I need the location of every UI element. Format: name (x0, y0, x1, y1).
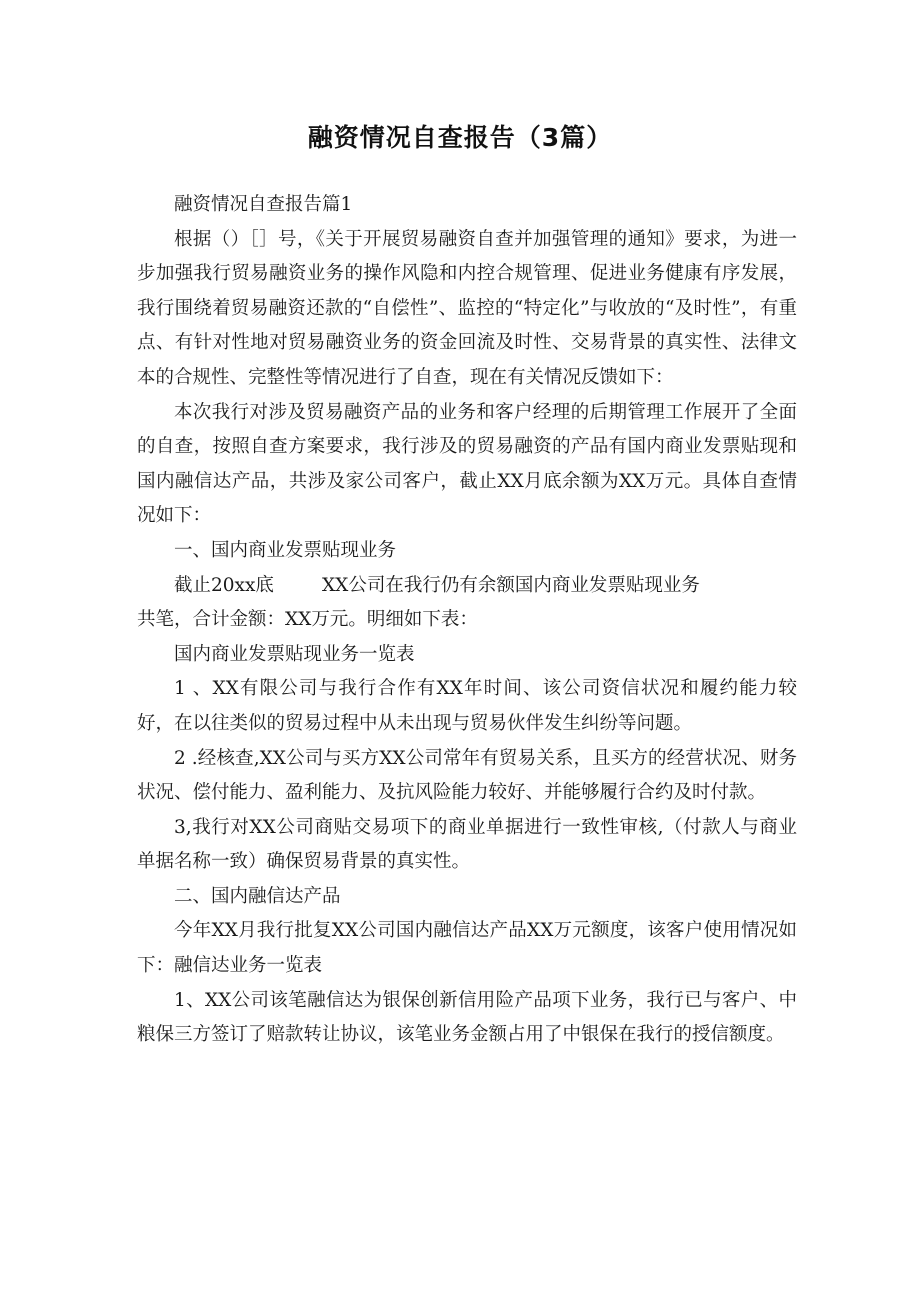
invoice-item-2: 2 .经核查,XX公司与买方XX公司常年有贸易关系，且买方的经营状况、财务状况、偿付能力、盈利能力、及抗风险能力较好、并能够履行合约及时付款。 (137, 747, 797, 804)
heading-invoice-discount: 一、国内商业发票贴现业务 (174, 539, 397, 561)
invoice-table-title: 国内商业发票贴现业务一览表 (174, 643, 415, 665)
document-title: 融资情况自查报告（3篇） (307, 123, 613, 152)
approval-paragraph: 今年XX月我行批复XX公司国内融信达产品XX万元额度，该客户使用情况如下：融信达业务一览表 (137, 920, 797, 977)
rongxinda-item-1: 1、XX公司该笔融信达为银保创新信用险产品项下业务，我行已与客户、中粮保三方签订了赔款转让协议，该笔业务金额占用了中银保在我行的授信额度。 (137, 989, 797, 1046)
cutoff-company-text: XX公司在我行仍有余额国内商业发票贴现业务 (322, 574, 700, 596)
section-heading: 融资情况自查报告篇1 (174, 194, 353, 215)
cutoff-line (137, 569, 797, 604)
intro-paragraph: 根据（）［］号，《关于开展贸易融资自查并加强管理的通知》要求，为进一步加强我行贸易融资业务的操作风隐和内控合规管理、促进业务健康有序发展，我行围绕着贸易融资还款的“自偿性”、监控的“特定化”与收放的“及时性”，有重点、有针对性地对贸易融资业务的资金回流及时性、交易背景的真实性、法律文本的合规性、完整性等情况进行了自查，现在有关情况反馈如下： (137, 228, 797, 388)
cutoff-date-text: 截止20xx底 (174, 574, 274, 596)
document-body (137, 188, 797, 1053)
invoice-item-1: 1 、XX有限公司与我行合作有XX年时间、该公司资信状况和履约能力较好，在以往类似的贸易过程中从未出现与贸易伙伴发生纠纷等问题。 (137, 678, 797, 734)
cutoff-summary-line: 共笔，合计金额：XX万元。明细如下表： (137, 609, 478, 631)
heading-rongxinda: 二、国内融信达产品 (174, 885, 341, 907)
scope-paragraph: 本次我行对涉及贸易融资产品的业务和客户经理的后期管理工作展开了全面的自查，按照自查方案要求，我行涉及的贸易融资的产品有国内商业发票贴现和国内融信达产品，共涉及家公司客户，截止XX月底余额为XX万元。具体自查情况如下： (137, 401, 797, 527)
invoice-item-3: 3,我行对XX公司商贴交易项下的商业单据进行一致性审核,（付款人与商业单据名称一致）确保贸易背景的真实性。 (137, 816, 797, 873)
